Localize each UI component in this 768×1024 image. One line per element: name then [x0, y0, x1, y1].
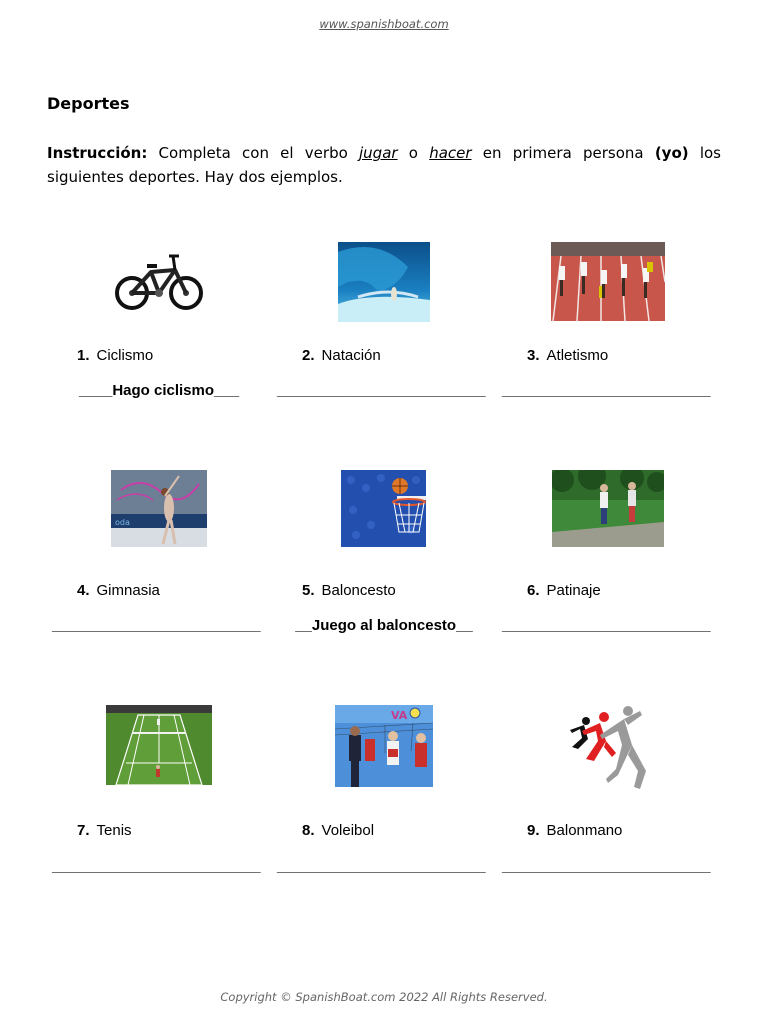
track-runners-image [551, 242, 665, 321]
answer-line-9[interactable]: _________________________ [502, 858, 711, 875]
volleyball-net-image [335, 705, 433, 787]
answer-line-8[interactable]: _________________________ [277, 858, 486, 875]
answer-line-5[interactable]: __Juego al baloncesto__ [295, 617, 473, 634]
item-label-4: 4. Gimnasia [77, 582, 160, 599]
gymnast-ribbon-image [111, 470, 207, 547]
item-label-9: 9. Balonmano [527, 822, 623, 839]
verb-jugar: jugar [359, 144, 398, 162]
header-url[interactable]: www.spanishboat.com [319, 17, 449, 31]
item-label-5: 5. Baloncesto [302, 582, 396, 599]
tennis-court-image [106, 705, 212, 785]
item-label-3: 3. Atletismo [527, 347, 609, 364]
item-label-6: 6. Patinaje [527, 582, 601, 599]
instruction-paragraph [47, 141, 721, 189]
answer-line-3[interactable]: _________________________ [502, 382, 711, 399]
verb-hacer: hacer [429, 144, 472, 162]
instruction-text-1: Completa con el verbo [147, 144, 359, 162]
item-label-8: 8. Voleibol [302, 822, 375, 839]
item-label-1: 1. Ciclismo [77, 347, 154, 364]
copyright-footer: Copyright © SpanishBoat.com 2022 All Rights Reserved. [220, 990, 548, 1004]
instruction-yo: (yo) [654, 144, 689, 162]
item-label-7: 7. Tenis [77, 822, 132, 839]
answer-line-7[interactable]: _________________________ [52, 858, 261, 875]
skaters-park-image [552, 470, 664, 547]
instruction-text-2: o [397, 144, 430, 162]
bicycle-icon [113, 244, 205, 314]
svg-text:oda: oda [115, 518, 130, 527]
item-label-2: 2. Natación [302, 347, 381, 364]
answer-line-2[interactable]: _________________________ [277, 382, 486, 399]
instruction-label: Instrucción: [47, 144, 148, 162]
page-title: Deportes [47, 94, 130, 113]
wave-surfer-image [338, 242, 430, 322]
answer-line-1[interactable]: ____Hago ciclismo___ [78, 382, 240, 399]
instruction-text-3: en primera persona [471, 144, 655, 162]
answer-line-4[interactable]: _________________________ [52, 617, 261, 634]
svg-text:VA: VA [391, 709, 408, 722]
answer-line-6[interactable]: _________________________ [502, 617, 711, 634]
basketball-hoop-image [341, 470, 426, 547]
instruction-text-4: los siguientes deportes. Hay dos ejemplos. [47, 144, 721, 186]
handball-players-icon [566, 705, 650, 790]
